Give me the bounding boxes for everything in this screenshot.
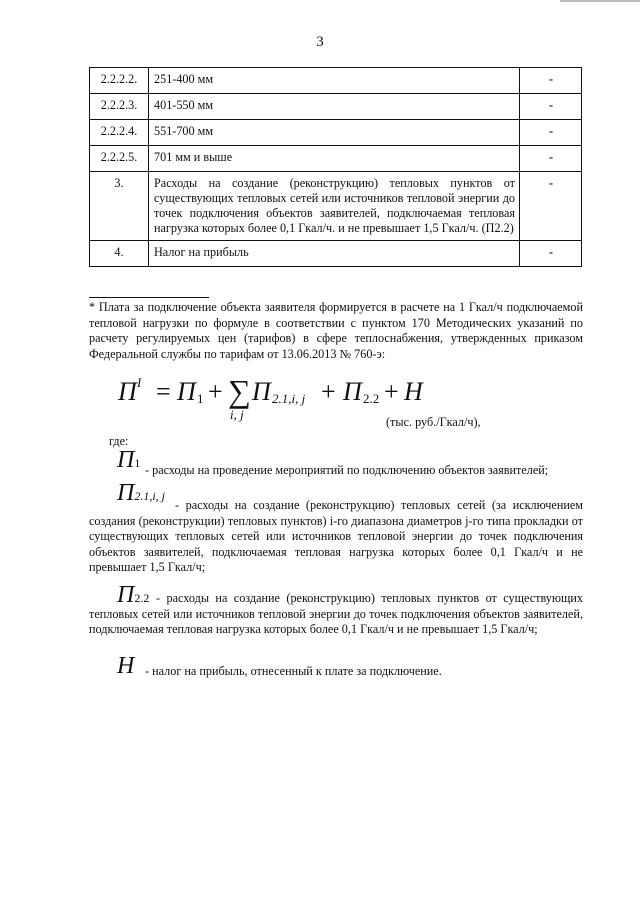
row-description: 551-700 мм bbox=[149, 120, 520, 146]
formula-sum-index: i, j bbox=[230, 407, 244, 422]
symbol-p21: П2.1,i, j bbox=[117, 480, 166, 506]
formula-units: (тыс. руб./Гкал/ч), bbox=[386, 415, 481, 429]
formula-p1-subscript: 1 bbox=[197, 391, 204, 406]
definition-p22: - расходы на создание (реконструкцию) тепловых пунктов от существующих тепловых сетей или источников тепловой энергии до точек подключения объектов заявителей, подключаемая тепловая нагрузка которых более 0,1 Гкал/ч и не превышает 1,5 Гкал/ч; bbox=[89, 591, 583, 636]
formula-sum-sign: ∑ bbox=[228, 373, 251, 409]
formula-tax: Н bbox=[404, 377, 423, 406]
table-row bbox=[90, 146, 582, 172]
row-value: - bbox=[520, 94, 582, 120]
formula-p22-subscript: 2.2 bbox=[363, 391, 380, 406]
row-number: 2.2.2.4. bbox=[90, 120, 149, 146]
definition-p1: - расходы на проведение мероприятий по подключению объектов заявителей; bbox=[145, 463, 549, 477]
formula-plus: + bbox=[384, 377, 399, 406]
formula-equals: = bbox=[156, 377, 171, 406]
formula-plus: + bbox=[321, 377, 336, 406]
row-value: - bbox=[520, 241, 582, 267]
row-number: 2.2.2.2. bbox=[90, 68, 149, 94]
row-value: - bbox=[520, 146, 582, 172]
row-description: 401-550 мм bbox=[149, 94, 520, 120]
scan-edge-mark bbox=[560, 0, 640, 2]
definition-p21: - расходы на создание (реконструкцию) тепловых сетей (за исключением создания (реконструкции) тепловых пунктов) i-го диапазона диаметров j-го типа прокладки от существующих тепловых сетей или источников тепловой энергии до точек подключения объектов заявителей, подключаемая тепловая нагрузка которых более 0,1 Гкал/ч и не превышает 1,5 Гкал/ч; bbox=[89, 498, 583, 574]
table-row bbox=[90, 241, 582, 267]
footnote-separator bbox=[89, 297, 209, 298]
row-number: 2.2.2.3. bbox=[90, 94, 149, 120]
formula-p21: П bbox=[252, 377, 271, 406]
row-number: 4. bbox=[90, 241, 149, 267]
footnote: * Плата за подключение объекта заявителя формируется в расчете на 1 Гкал/ч подключаемой тепловой нагрузки по формуле в соответствии с пунктом 170 Методических указаний по расчету регулируемых цен (тарифов) в сфере теплоснабжения, утвержденных приказом Федеральной службы по тарифам от 13.06.2013 № 760-э: bbox=[89, 300, 583, 361]
row-value: - bbox=[520, 120, 582, 146]
page-number: 3 bbox=[316, 34, 324, 50]
row-description: Расходы на создание (реконструкцию) тепловых пунктов от существующих тепловых сетей или источников тепловой энергии до точек подключения объектов заявителей, подключаемая тепловая нагрузка которых более 0,1 Гкал/ч. и не превышает 1,5 Гкал/ч. (П2.2) bbox=[149, 172, 520, 241]
formula-p21-subscript: 2.1,i, j bbox=[272, 391, 306, 406]
table-row bbox=[90, 172, 582, 241]
symbol-p1: П1 bbox=[117, 447, 141, 473]
table-row bbox=[90, 120, 582, 146]
definition-h: - налог на прибыль, отнесенный к плате за подключение. bbox=[145, 664, 442, 678]
formula-plus: + bbox=[208, 377, 223, 406]
payment-formula bbox=[118, 373, 423, 427]
symbol-p22: П2.2 bbox=[117, 582, 150, 608]
tariff-table bbox=[89, 67, 582, 267]
where-label: где: bbox=[109, 434, 129, 448]
formula-lhs: П bbox=[118, 377, 137, 406]
table-row bbox=[90, 94, 582, 120]
table-row bbox=[90, 68, 582, 94]
row-number: 2.2.2.5. bbox=[90, 146, 149, 172]
formula-lhs-superscript: I bbox=[137, 375, 142, 390]
row-value: - bbox=[520, 68, 582, 94]
symbol-h: Н bbox=[117, 653, 135, 679]
row-value: - bbox=[520, 172, 582, 241]
row-description: 251-400 мм bbox=[149, 68, 520, 94]
formula-p1: П bbox=[177, 377, 196, 406]
row-number: 3. bbox=[90, 172, 149, 241]
formula-p22: П bbox=[343, 377, 362, 406]
row-description: Налог на прибыль bbox=[149, 241, 520, 267]
row-description: 701 мм и выше bbox=[149, 146, 520, 172]
